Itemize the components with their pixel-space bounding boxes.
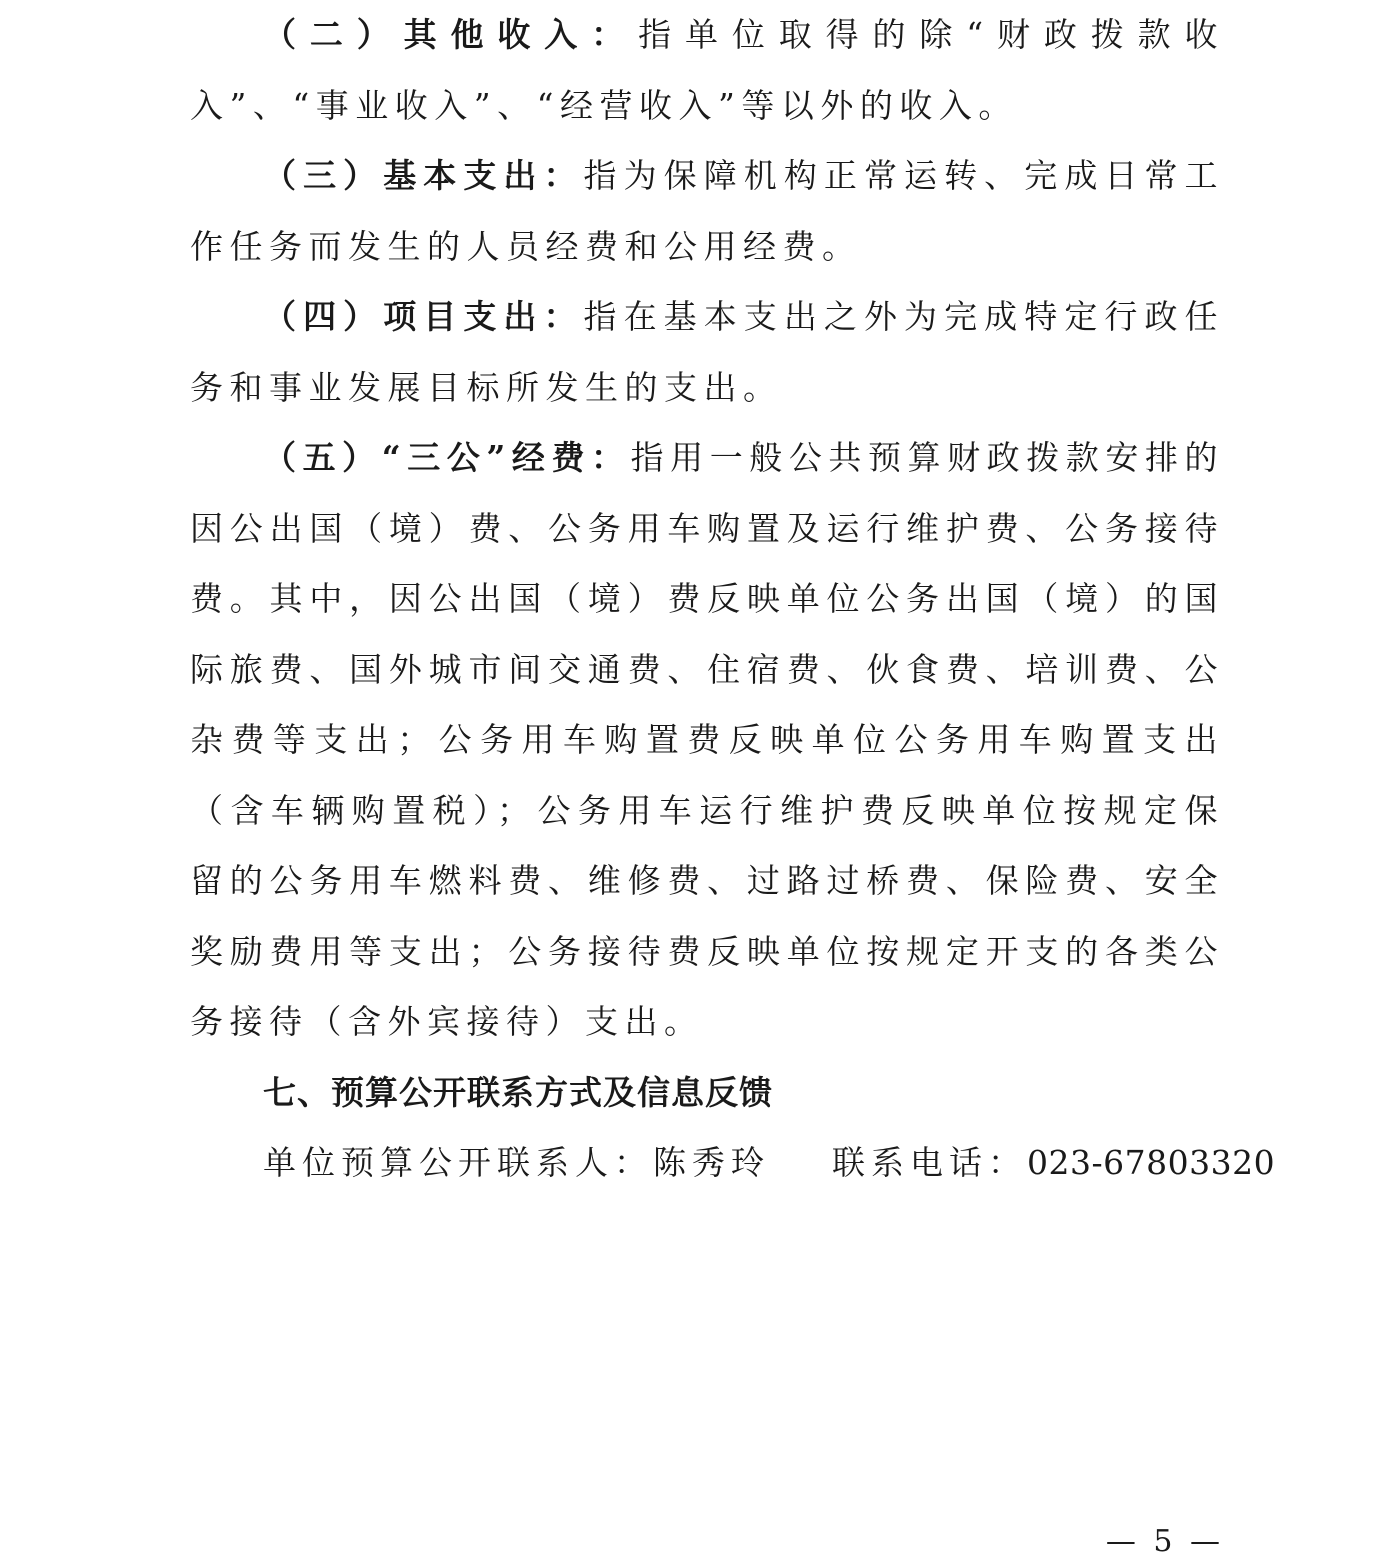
definition-other-income: 指单位取得的除“财政拨款收入”、“事业收入”、“经营收入”等以外的收入。	[190, 15, 1225, 125]
paragraph-project-expenditure	[190, 282, 1224, 423]
term-project-expenditure: （四）项目支出：	[263, 297, 584, 336]
contact-phone-label: 联系电话：	[832, 1143, 1027, 1182]
definition-project-expenditure: 指在基本支出之外为完成特定行政任务和事业发展目标所发生的支出。	[190, 297, 1225, 407]
term-other-income: （二）其他收入：	[263, 15, 639, 54]
contact-phone-number: 023-67803320	[1027, 1143, 1276, 1182]
paragraph-basic-expenditure	[190, 141, 1224, 282]
definition-three-public-expenses: 指用一般公共预算财政拨款安排的因公出国（境）费、公务用车购置及运行维护费、公务接待费。其中，因公出国（境）费反映单位公务出国（境）的国际旅费、国外城市间交通费、住宿费、伙食费、培训费、公杂费等支出；公务用车购置费反映单位公务用车购置支出（含车辆购置税）；公务用车运行维护费反映单位按规定保留的公务用车燃料费、维修费、过路过桥费、保险费、安全奖励费用等支出；公务接待费反映单位按规定开支的各类公务接待（含外宾接待）支出。	[190, 438, 1225, 1041]
paragraph-other-income	[190, 0, 1224, 141]
page-number: — 5 —	[1105, 1524, 1224, 1559]
paragraph-three-public-expenses	[190, 423, 1224, 1058]
term-basic-expenditure: （三）基本支出：	[263, 156, 584, 195]
contact-person-name: 陈秀玲	[653, 1143, 770, 1182]
term-three-public-expenses: （五）“三公”经费：	[263, 438, 631, 477]
document-body	[190, 0, 1276, 1199]
contact-person-label: 单位预算公开联系人：	[263, 1143, 653, 1182]
section-heading-contact: 七、预算公开联系方式及信息反馈	[263, 1072, 773, 1112]
definition-basic-expenditure: 指为保障机构正常运转、完成日常工作任务而发生的人员经费和公用经费。	[190, 156, 1225, 266]
contact-line	[190, 1128, 1276, 1199]
